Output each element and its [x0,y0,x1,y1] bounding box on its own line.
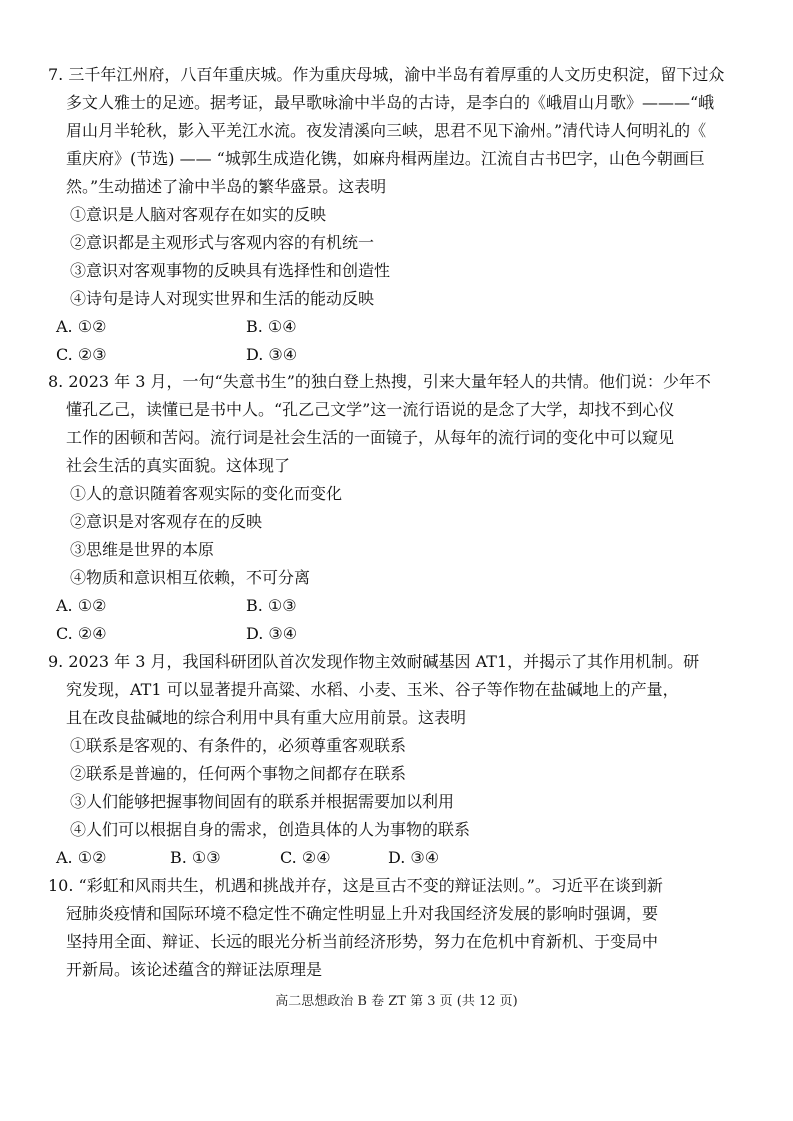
question-10 [48,872,753,984]
question-8-line-4: 社会生活的真实面貌。这体现了 [66,456,291,475]
question-7-line-3: 眉山月半轮秋，影入平羌江水流。夜发清溪向三峡，思君不见下渝州。”清代诗人何明礼的《 [66,121,707,140]
question-7-choices-row-2 [48,341,753,369]
question-8-option-1: ①人的意识随着客观实际的变化而变化 [70,484,343,503]
question-7-option-1: ①意识是人脑对客观存在如实的反映 [70,205,327,224]
question-7-choice-a: A. ①② [56,317,107,336]
question-8-choice-d: D. ③④ [246,624,298,643]
question-10-line-4: 开新局。该论述蕴含的辩证法原理是 [66,960,323,979]
question-8-line-2: 懂孔乙己，读懂已是书中人。“孔乙己文学”这一流行语说的是念了大学，却找不到心仪 [66,400,675,419]
question-7-option-4: ④诗句是诗人对现实世界和生活的能动反映 [70,289,375,308]
question-9-choices-row [48,844,753,872]
question-8-choices-row-1 [48,592,753,620]
question-8-option-4: ④物质和意识相互依赖，不可分离 [70,568,311,587]
question-9 [48,648,753,872]
question-8-option-3: ③思维是世界的本原 [70,540,215,559]
question-9-line-1: 9. 2023 年 3 月，我国科研团队首次发现作物主效耐碱基因 AT1，并揭示了其作用机制。研 [48,652,700,671]
question-9-choice-b: B. ①③ [170,848,221,867]
question-7-option-3: ③意识对客观事物的反映具有选择性和创造性 [70,261,391,280]
question-9-choice-a: A. ①② [56,848,107,867]
question-8-option-2: ②意识是对客观存在的反映 [70,512,263,531]
question-7-choice-c: C. ②③ [56,345,107,364]
question-7-choices-row-1 [48,313,753,341]
question-7 [48,61,753,369]
question-8-choice-b: B. ①③ [246,596,297,615]
question-9-option-1: ①联系是客观的、有条件的，必须尊重客观联系 [70,736,407,755]
question-9-option-2: ②联系是普遍的，任何两个事物之间都存在联系 [70,764,407,783]
question-9-choice-d: D. ③④ [388,848,440,867]
question-9-option-4: ④人们可以根据自身的需求，创造具体的人为事物的联系 [70,820,471,839]
question-9-choice-c: C. ②④ [280,848,331,867]
question-7-choice-b: B. ①④ [246,317,297,336]
question-7-line-1: 7. 三千年江州府，八百年重庆城。作为重庆母城，渝中半岛有着厚重的人文历史积淀，留下过众 [48,65,725,84]
page-footer: 高二思想政治 B 卷 ZT 第 3 页 (共 12 页) [275,994,518,1009]
question-8-choice-a: A. ①② [56,596,107,615]
question-10-line-3: 坚持用全面、辩证、长远的眼光分析当前经济形势，努力在危机中育新机、于变局中 [66,932,659,951]
question-7-choice-d: D. ③④ [246,345,298,364]
question-9-option-3: ③人们能够把握事物间固有的联系并根据需要加以利用 [70,792,455,811]
question-9-line-3: 且在改良盐碱地的综合利用中具有重大应用前景。这表明 [66,708,467,727]
question-7-line-5: 然。”生动描述了渝中半岛的繁华盛景。这表明 [66,177,387,196]
question-8-choices-row-2 [48,620,753,648]
question-8-line-3: 工作的困顿和苦闷。流行词是社会生活的一面镜子，从每年的流行词的变化中可以窥见 [66,428,675,447]
question-7-line-2: 多文人雅士的足迹。据考证，最早歌咏渝中半岛的古诗，是李白的《峨眉山月歌》———“峨 [66,93,715,112]
question-10-line-2: 冠肺炎疫情和国际环境不稳定性不确定性明显上升对我国经济发展的影响时强调，要 [66,904,659,923]
question-8 [48,368,753,648]
question-8-choice-c: C. ②④ [56,624,107,643]
question-7-option-2: ②意识都是主观形式与客观内容的有机统一 [70,233,375,252]
question-9-line-2: 究发现，AT1 可以显著提升高粱、水稻、小麦、玉米、谷子等作物在盐碱地上的产量， [66,680,679,699]
question-10-line-1: 10. “彩虹和风雨共生，机遇和挑战并存，这是亘古不变的辩证法则。”。习近平在谈到新 [48,876,663,895]
question-8-line-1: 8. 2023 年 3 月，一句“失意书生”的独白登上热搜，引来大量年轻人的共情。他们说：少年不 [48,372,711,391]
question-7-line-4: 重庆府》(节选) —— “城郭生成造化镌，如麻舟楫两崖边。江流自古书巴字，山色今朝画巨 [66,149,705,168]
